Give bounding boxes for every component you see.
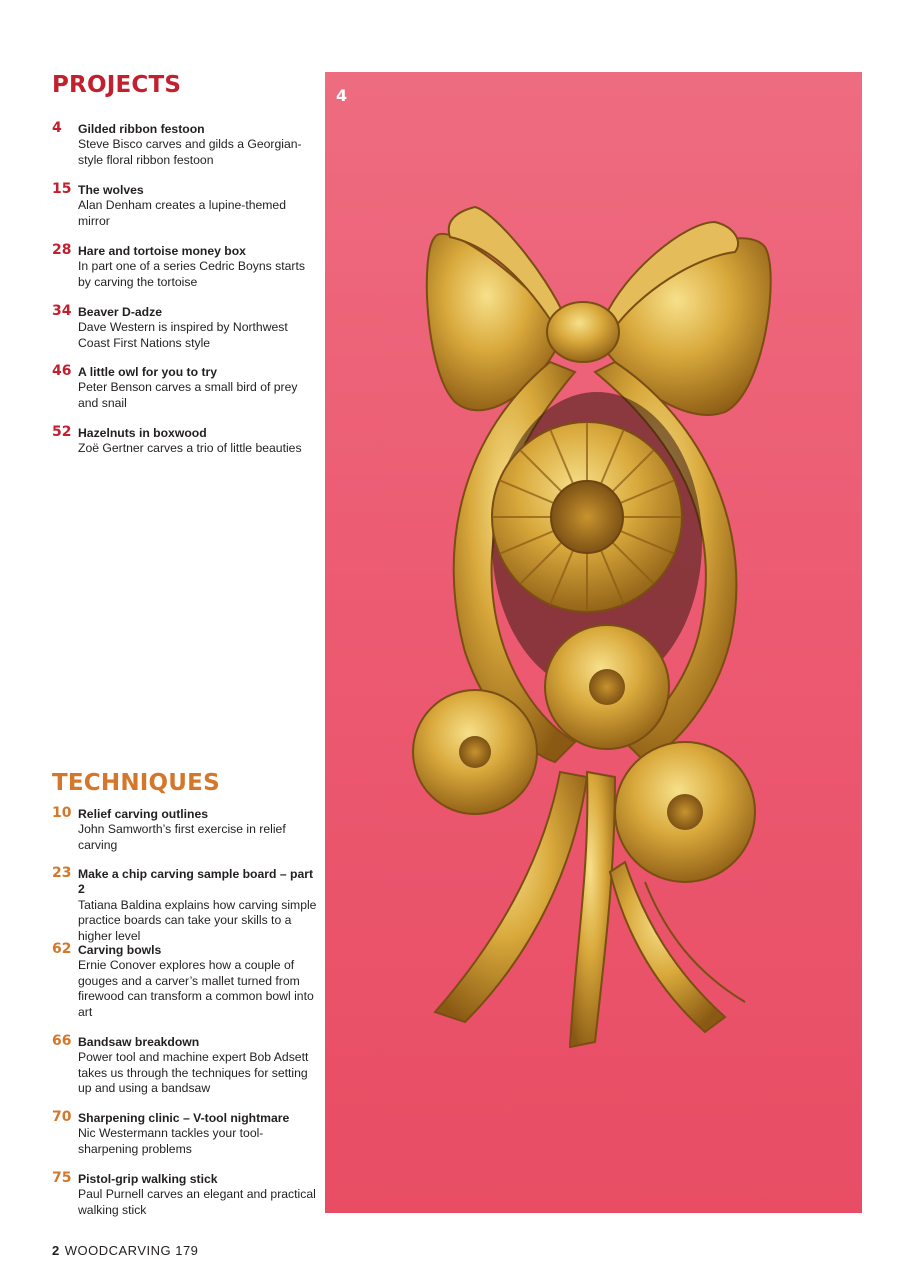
entry-page-number: 4: [52, 120, 62, 136]
project-entry[interactable]: [52, 244, 317, 290]
gilded-festoon-carving-image: [325, 72, 862, 1213]
project-entry[interactable]: [52, 122, 317, 168]
entry-description: Paul Purnell carves an elegant and practical walking stick: [78, 1187, 316, 1217]
technique-entry[interactable]: [52, 807, 317, 853]
entry-title: Hazelnuts in boxwood: [78, 426, 207, 440]
entry-title: Make a chip carving sample board – part 2: [78, 867, 314, 897]
entry-description: In part one of a series Cedric Boyns starts by carving the tortoise: [78, 259, 305, 289]
entry-description: John Samworth’s first exercise in relief carving: [78, 822, 286, 852]
entry-title: Carving bowls: [78, 943, 162, 957]
entry-description: Zoë Gertner carves a trio of little beauties: [78, 441, 302, 456]
entry-page-number: 52: [52, 424, 72, 440]
footer-magazine-title: WOODCARVING 179: [64, 1243, 199, 1258]
entry-page-number: 23: [52, 865, 72, 881]
entry-title: Pistol-grip walking stick: [78, 1172, 218, 1186]
technique-entry[interactable]: [52, 943, 317, 1020]
entry-title: Hare and tortoise money box: [78, 244, 246, 258]
technique-entry[interactable]: [52, 1111, 317, 1157]
entry-title: Gilded ribbon festoon: [78, 122, 205, 136]
entry-page-number: 28: [52, 242, 72, 258]
entry-page-number: 66: [52, 1033, 72, 1049]
entry-description: Nic Westermann tackles your tool-sharpening problems: [78, 1126, 264, 1156]
entry-page-number: 70: [52, 1109, 72, 1125]
technique-entry[interactable]: [52, 867, 317, 944]
entry-page-number: 75: [52, 1170, 72, 1186]
entry-page-number: 10: [52, 805, 72, 821]
techniques-heading: TECHNIQUES: [52, 770, 220, 796]
footer-page-number: 2: [52, 1243, 60, 1258]
project-entry[interactable]: [52, 305, 317, 351]
entry-title: Bandsaw breakdown: [78, 1035, 200, 1049]
entry-description: Ernie Conover explores how a couple of gouges and a carver’s mallet turned from firewood can transform a common bowl into art: [78, 958, 314, 1019]
entry-title: Beaver D-adze: [78, 305, 162, 319]
entry-title: The wolves: [78, 183, 144, 197]
project-entry[interactable]: [52, 426, 317, 457]
entry-page-number: 15: [52, 181, 72, 197]
entry-page-number: 62: [52, 941, 72, 957]
entry-description: Steve Bisco carves and gilds a Georgian-style floral ribbon festoon: [78, 137, 302, 167]
entry-description: Dave Western is inspired by Northwest Coast First Nations style: [78, 320, 288, 350]
technique-entry[interactable]: [52, 1172, 317, 1218]
entry-description: Power tool and machine expert Bob Adsett takes us through the techniques for setting up and using a bandsaw: [78, 1050, 309, 1096]
technique-entry[interactable]: [52, 1035, 317, 1097]
entry-title: A little owl for you to try: [78, 365, 218, 379]
entry-page-number: 34: [52, 303, 72, 319]
entry-description: Alan Denham creates a lupine-themed mirror: [78, 198, 286, 228]
projects-heading: PROJECTS: [52, 72, 182, 98]
project-entry[interactable]: [52, 183, 317, 229]
entry-description: Peter Benson carves a small bird of prey and snail: [78, 380, 298, 410]
page-footer: [52, 1243, 198, 1258]
entry-title: Relief carving outlines: [78, 807, 209, 821]
entry-title: Sharpening clinic – V-tool nightmare: [78, 1111, 290, 1125]
project-entry[interactable]: [52, 365, 317, 411]
photo-page-label: 4: [336, 86, 348, 105]
entry-description: Tatiana Baldina explains how carving simple practice boards can take your skills to a higher level: [78, 897, 317, 943]
entry-page-number: 46: [52, 363, 72, 379]
feature-photo[interactable]: [325, 72, 862, 1213]
